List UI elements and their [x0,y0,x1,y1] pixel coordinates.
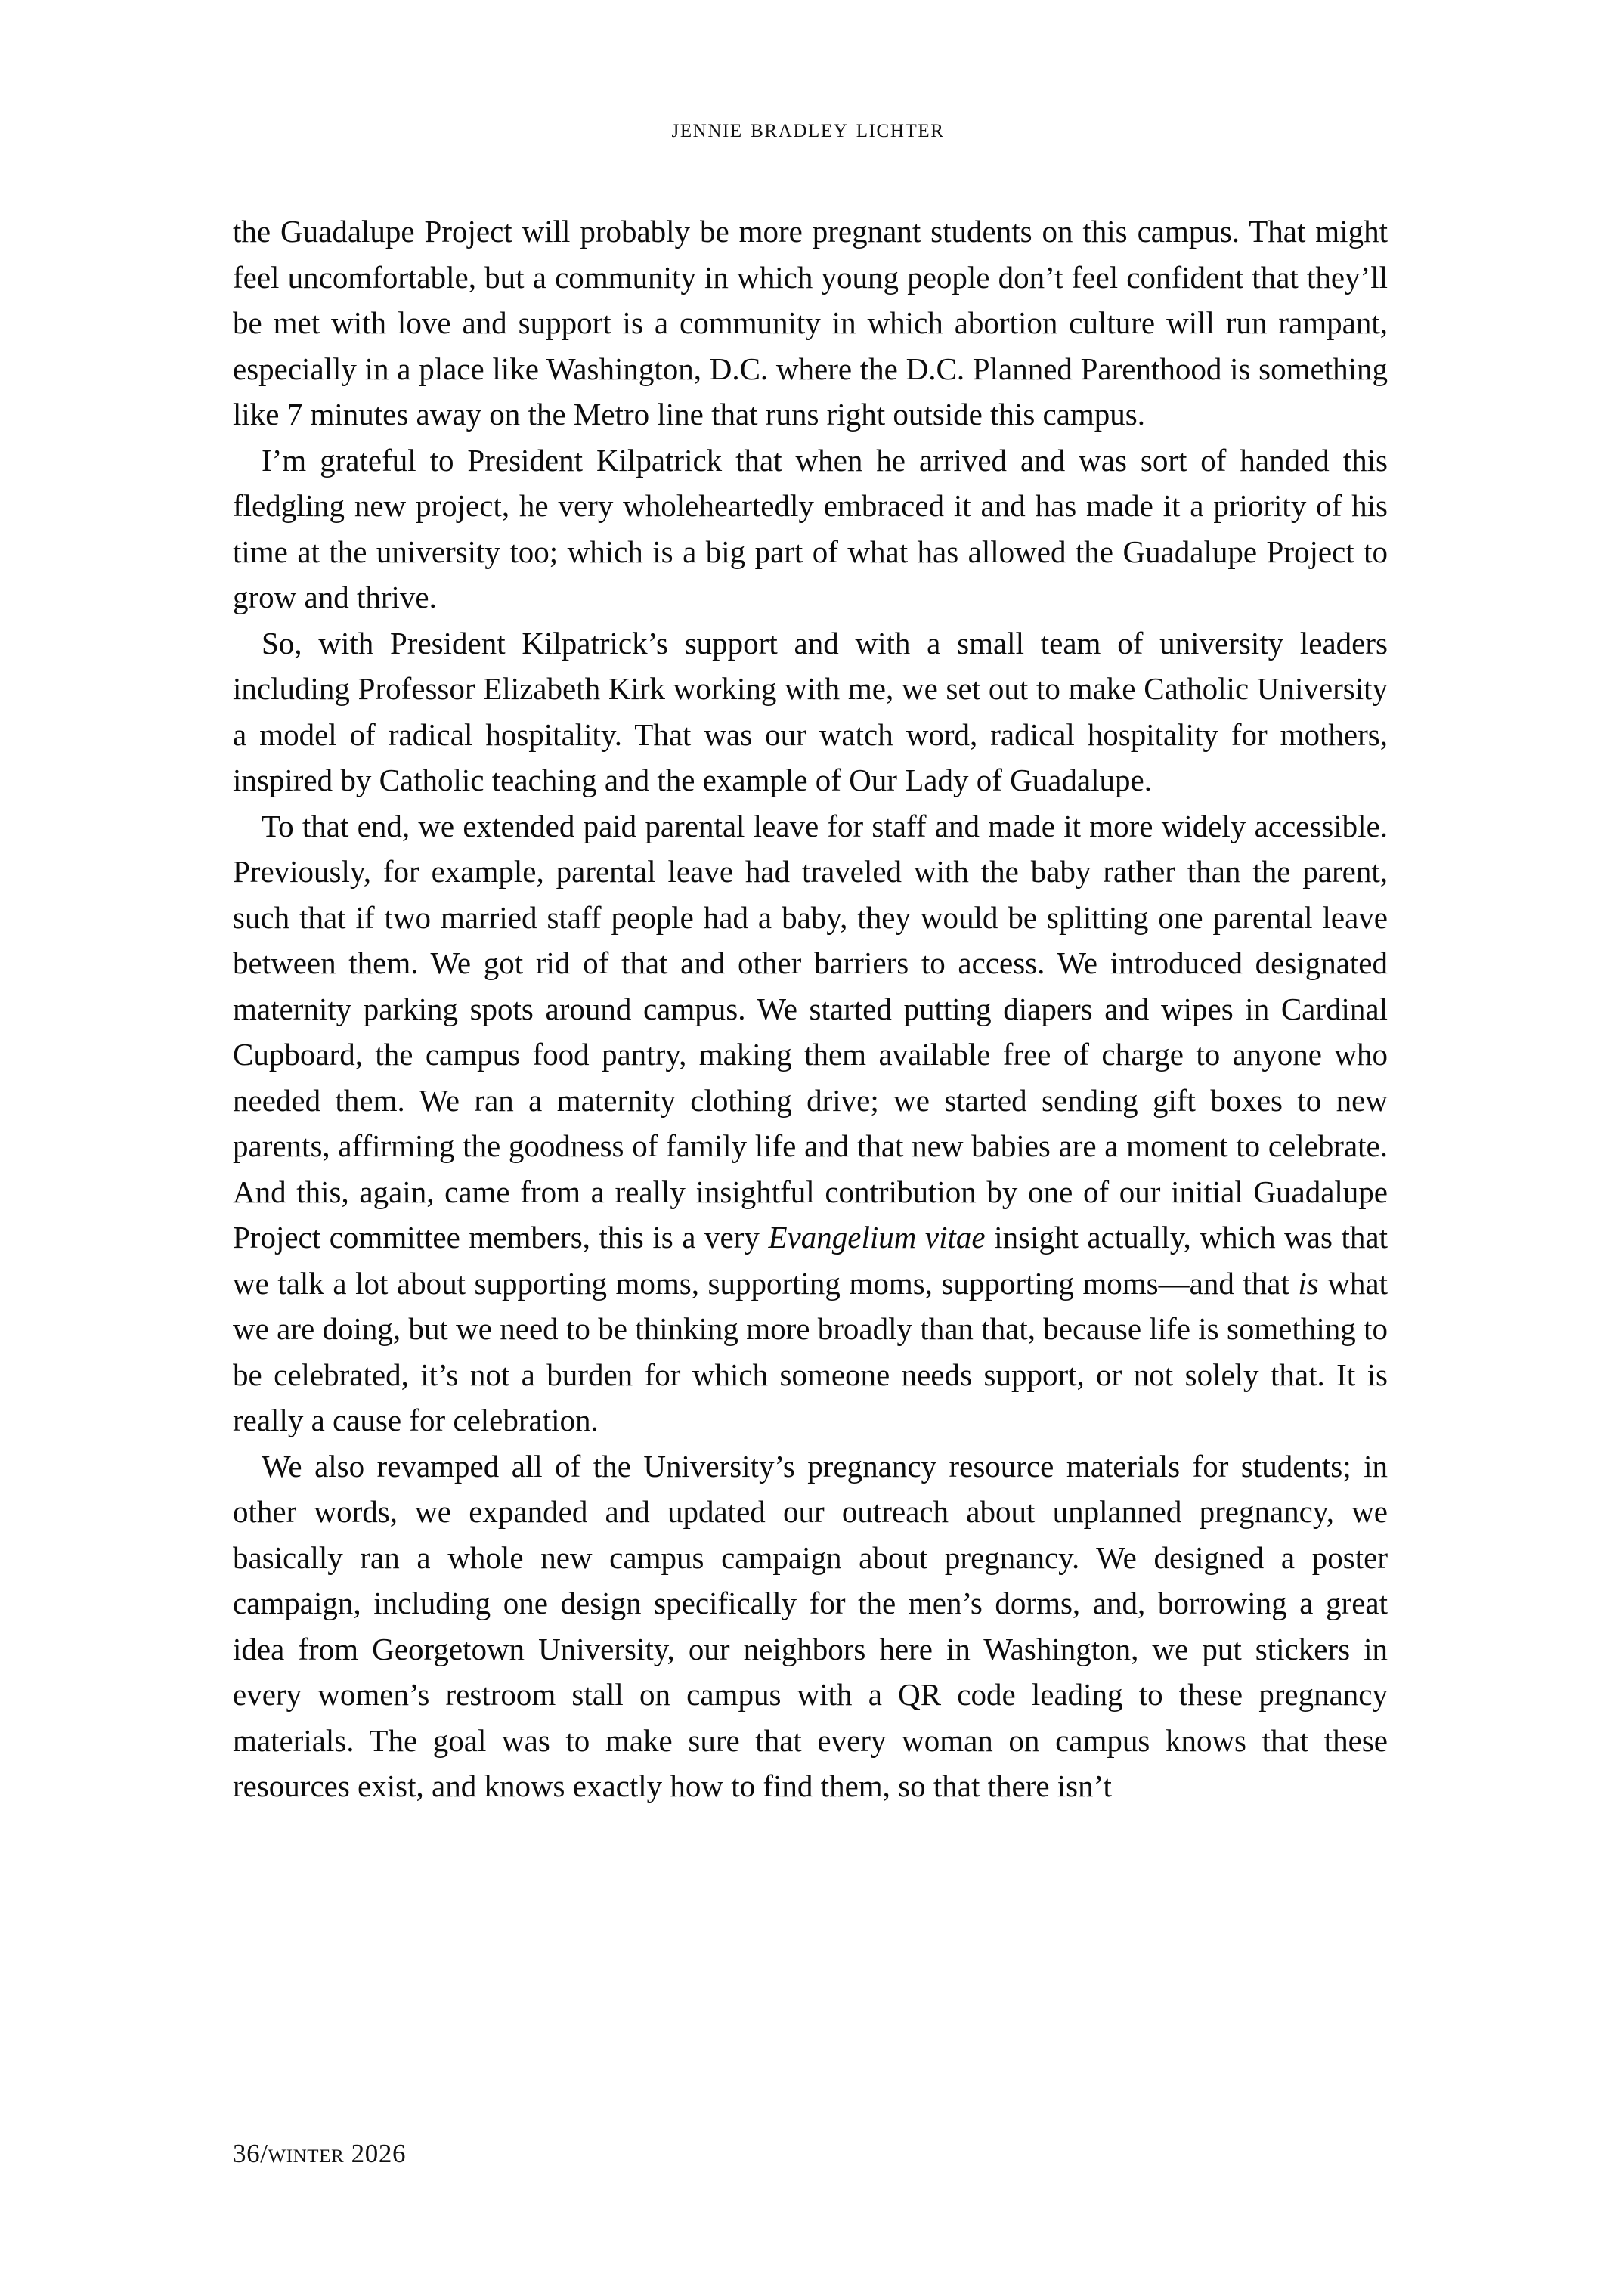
page-footer [233,2139,406,2169]
footer-issue: winter 2026 [268,2139,407,2168]
paragraph-5: We also revamped all of the University’s pregnancy resource materials for students; in other words, we expanded and updated our outreach about unplanned pregnancy, we basically ran a whole new campus campaign about pregnancy. We designed a poster campaign, including one design specifically for the men’s dorms, and, borrowing a great idea from Georgetown University, our neighbors here in Washington, we put stickers in every women’s restroom stall on campus with a QR code leading to these pregnancy materials. The goal was to make sure that every woman on campus knows that these resources exist, and knows exactly how to find them, so that there isn’t [233,1448,1388,1803]
footer-page-number: 36 [233,2139,261,2168]
paragraph-4-italic-evangelium-vitae: Evangelium vitae [768,1220,986,1255]
footer-separator: / [260,2139,268,2168]
paragraph-3: So, with President Kilpatrick’s support and with a small team of university leaders including Professor Elizabeth Kirk working with me, we set out to make Catholic University a model of radical hospitality. That was our watch word, radical hospitality for mothers, inspired by Catholic teaching and the example of Our Lady of Guadalupe. [233,625,1388,797]
paragraph-1: the Guadalupe Project will probably be more pregnant students on this campus. That might feel uncomfortable, but a community in which young people don’t feel confident that they’ll be met with love and support is a community in which abortion culture will run rampant, especially in a place like Washington, D.C. where the D.C. Planned Parenthood is something like 7 minutes away on the Metro line that runs right outside this campus. [233,214,1388,432]
body-text-block [233,209,1388,1809]
paragraph-4-segment-3: what we are doing, but we need to be thinking more broadly than that, because life is something to be celebrated, it’s not a burden for which someone needs support, or not solely that. It is really a cause for celebration. [233,1265,1388,1437]
paragraph-2: I’m grateful to President Kilpatrick that when he arrived and was sort of handed this fledgling new project, he very wholeheartedly embraced it and has made it a priority of his time at the university too; which is a big part of what has allowed the Guadalupe Project to grow and thrive. [233,442,1388,614]
paragraph-4-italic-is: is [1298,1265,1319,1301]
paragraph-4-segment-1: To that end, we extended paid parental leave for staff and made it more widely accessible. Previously, for example, parental leave had traveled with the baby rather than the parent, such that if two married staff people had a baby, they would be splitting one parental leave between them. We got rid of that and other barriers to access. We introduced designated maternity parking spots around campus. We started putting diapers and wipes in Cardinal Cupboard, the campus food pantry, making them available free of charge to anyone who needed them. We ran a maternity clothing drive; we started sending gift boxes to new parents, affirming the goodness of family life and that new babies are a moment to celebrate. And this, again, came from a really insightful contribution by one of our initial Guadalupe Project committee members, this is a very [233,808,1388,1255]
running-head: jennie bradley lichter [671,113,945,143]
paragraph-4 [233,803,1388,1444]
paragraph-4-segment-2: insight actually, which was that we talk a lot about supporting moms, supporting moms, supporting moms—and that [233,1220,1388,1301]
